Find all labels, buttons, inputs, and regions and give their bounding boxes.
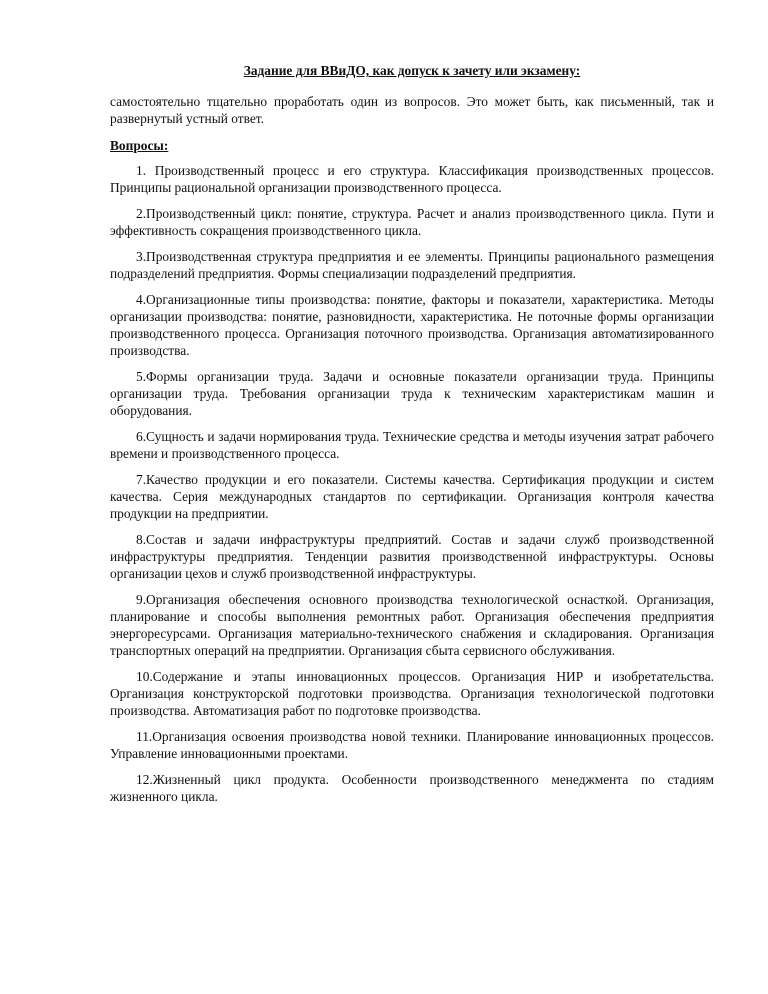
- document-page: [110, 62, 714, 814]
- question-item: 6.Сущность и задачи нормирования труда. Технические средства и методы изучения затрат рабочего времени и производственного процесса.: [110, 429, 714, 461]
- question-item: 1. Производственный процесс и его структура. Классификация производственных процессов. Принципы рациональной организации производственного процесса.: [110, 163, 714, 195]
- question-item: 7.Качество продукции и его показатели. Системы качества. Сертификация продукции и систем качества. Серия международных стандартов по сертификации. Организация контроля качества продукции на предприятии.: [110, 472, 714, 521]
- document-title: Задание для ВВиДО, как допуск к зачету или экзамену:: [243, 63, 581, 78]
- question-item: 4.Организационные типы производства: понятие, факторы и показатели, характеристика. Методы организации производства: понятие, разновидности, характеристика. Не поточные формы организации производственного процесса. Организация поточного производства. Организация автоматизированного производства.: [110, 292, 714, 358]
- intro-paragraph: самостоятельно тщательно проработать один из вопросов. Это может быть, как письменный, так и развернутый устный ответ.: [110, 94, 714, 126]
- question-item: 8.Состав и задачи инфраструктуры предприятий. Состав и задачи служб производственной инфраструктуры предприятия. Тенденции развития производственной инфраструктуры. Основы организации цехов и служб производственной инфраструктуры.: [110, 532, 714, 581]
- questions-heading: Вопросы:: [110, 138, 169, 153]
- question-item: 11.Организация освоения производства новой техники. Планирование инновационных процессов. Управление инновационными проектами.: [110, 729, 714, 761]
- question-item: 3.Производственная структура предприятия и ее элементы. Принципы рационального размещения подразделений предприятия. Формы специализации подразделений предприятия.: [110, 249, 714, 281]
- question-item: 5.Формы организации труда. Задачи и основные показатели организации труда. Принципы организации труда. Требования организации труда к техническим характеристикам машин и оборудования.: [110, 369, 714, 418]
- question-item: 2.Производственный цикл: понятие, структура. Расчет и анализ производственного цикла. Пути и эффективность сокращения производственного цикла.: [110, 206, 714, 238]
- question-item: 9.Организация обеспечения основного производства технологической оснасткой. Организация, планирование и способы выполнения ремонтных работ. Организация обеспечения предприятия энергоресурсами. Организация материально-технического снабжения и складирования. Организация транспортных операций на предприятии. Организация сбыта сервисного обслуживания.: [110, 592, 714, 658]
- question-item: 10.Содержание и этапы инновационных процессов. Организация НИР и изобретательства. Организация конструкторской подготовки производства. Организация технологической подготовки производства. Автоматизация работ по подготовке производства.: [110, 669, 714, 718]
- question-item: 12.Жизненный цикл продукта. Особенности производственного менеджмента по стадиям жизненного цикла.: [110, 772, 714, 804]
